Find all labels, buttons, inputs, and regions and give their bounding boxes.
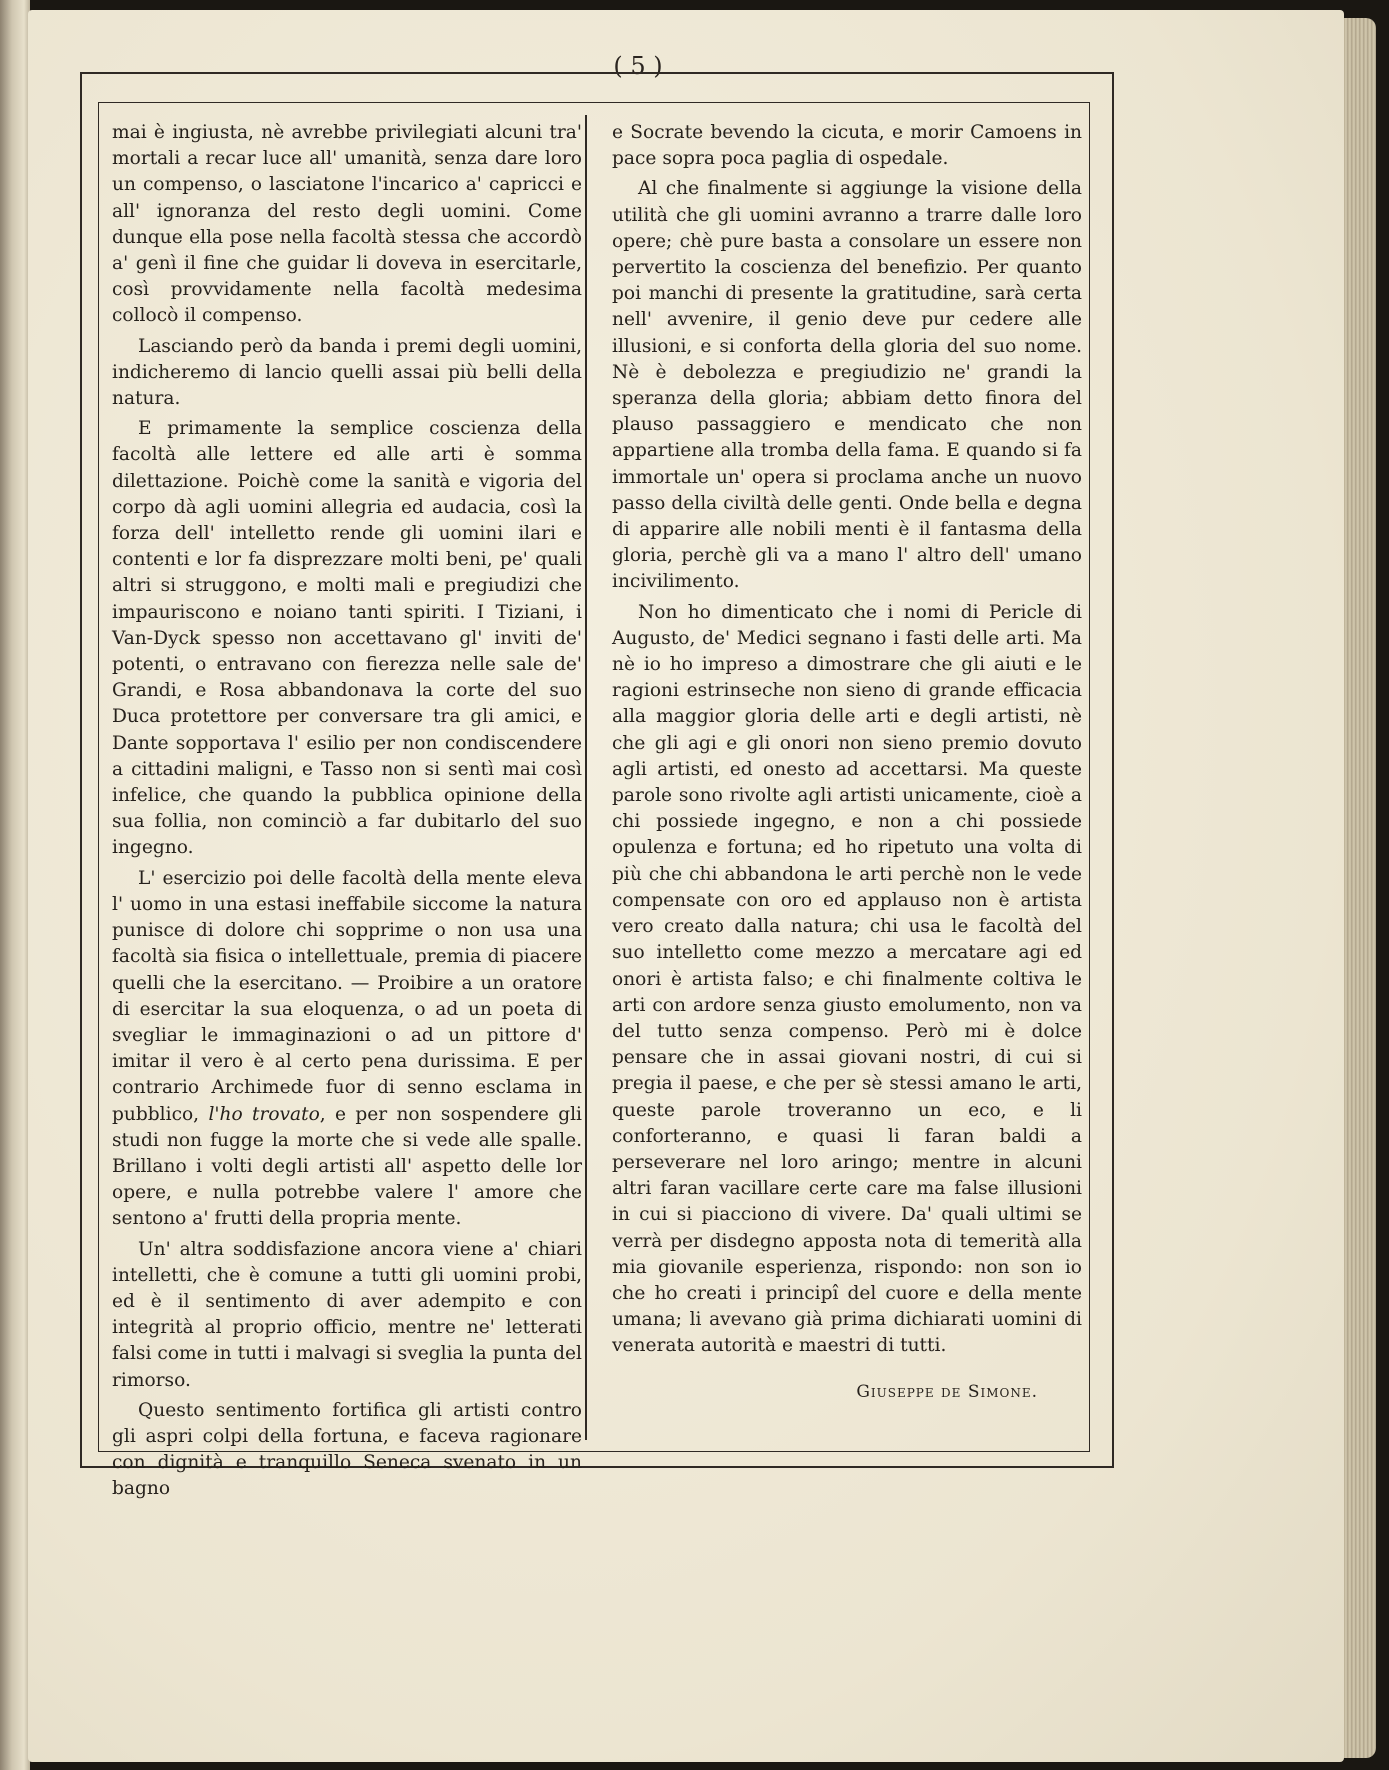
paragraph: Lasciando però da banda i premi degli uomini, indicheremo di lancio quelli assai più belli della natura.	[112, 335, 582, 410]
author-signature: Giuseppe de Simone.	[856, 1382, 1038, 1402]
paragraph: E primamente la semplice coscienza della facoltà alle lettere ed alle arti è somma dilettazione. Poichè come la sanità e vigoria del corpo dà agli uomini allegria ed audacia, così la forza dell' intelletto rende gli uomini ilari e contenti e lor fa disprezzare molti beni, pe' quali altri si struggono, e molti mali e pregiudizi che impauriscono e noiano tanti spiriti. I Tiziani, i Van-Dyck spesso non accettavano gl' inviti de' potenti, o entravano con fierezza nelle sale de' Grandi, e Rosa abbandonava la corte del suo Duca protettore per conversare tra gli amici, e Dante sopportava l' esilio per non condiscendere a cittadini maligni, e Tasso non si sentì mai così infelice, che quando la pubblica opinione della sua follia, non cominciò a far dubitarlo del suo ingegno.	[112, 418, 582, 859]
page-number: ( 5 )	[613, 52, 663, 80]
paragraph: e Socrate bevendo la cicuta, e morir Camoens in pace sopra poca paglia di ospedale.	[612, 122, 1082, 170]
right-text-column	[612, 120, 1082, 1364]
paragraph: Non ho dimenticato che i nomi di Pericle di Augusto, de' Medici segnano i fasti delle arti. Ma nè io ho impreso a dimostrare che gli aiuti e le ragioni estrinseche non sieno di grande efficacia alla maggior gloria delle arti e degli artisti, nè che gli agi e gli onori non sieno premio dovuto agli artisti, ed onesto ad accettarsi. Ma queste parole sono rivolte agli artisti unicamente, cioè a chi possiede ingegno, e non a chi possiede opulenza e fortuna; ed ho ripetuto una volta di più che chi abbandona le arti perchè non le vede compensate con oro ed applauso non è artista vero creato dalla natura; chi usa le facoltà del suo intelletto come mezzo a mercatare agi ed onori è artista falso; e chi finalmente coltiva le arti con ardore senza giusto emolumento, non va del tutto senza compenso. Però mi è dolce pensare che in assai giovani nostri, di cui si pregia il paese, e che per sè stessi amano le arti, queste parole troveranno un eco, e li conforteranno, e quasi li faran baldi a perseverare nel loro aringo; mentre in alcuni altri faran vacillare certe care ma false illusioni in cui si piacciono di vivere. Da' quali ultimi se verrà per disdegno apposta nota di temerità alla mia giovanile esperienza, rispondo: non son io che ho creati i principî del cuore e della mente umana; li avevano già prima dichiarati uomini di venerata autorità e maestri di tutti.	[612, 601, 1082, 1357]
italic-quote: l'ho trovato	[208, 1103, 320, 1125]
facing-page-edge	[0, 0, 30, 1770]
paragraph: Un' altra soddisfazione ancora viene a' chiari intelletti, che è comune a tutti gli uomini probi, ed è il sentimento di aver adempito e con integrità al proprio officio, mentre ne' letterati falsi come in tutti i malvagi si sveglia la punta del rimorso.	[112, 1238, 582, 1391]
paragraph: mai è ingiusta, nè avrebbe privilegiati alcuni tra' mortali a recar luce all' umanità, senza dare loro un compenso, o lasciatone l'incarico a' capricci e all' ignoranza del resto degli uomini. Come dunque ella pose nella facoltà stessa che accordò a' genì il fine che guidar li doveva in esercitarle, così provvidamente nella facoltà medesima collocò il compenso.	[112, 122, 582, 327]
left-text-column	[112, 120, 582, 1507]
paragraph: Questo sentimento fortifica gli artisti contro gli aspri colpi della fortuna, e faceva ragionare con dignità e tranquillo Seneca svenato in un bagno	[112, 1399, 582, 1500]
paragraph-text: , e per non sospendere gli studi non fugge la morte che si vede alle spalle. Brillano i volti degli artisti all' aspetto delle lor opere, e nulla potrebbe valere l' amore che sentono a' frutti della propria mente.	[112, 1103, 582, 1230]
paragraph	[112, 866, 582, 1233]
column-divider-rule	[585, 115, 587, 1440]
paragraph: Al che finalmente si aggiunge la visione della utilità che gli uomini avranno a trarre dalle loro opere; chè pure basta a consolare un essere non pervertito la coscienza del benefizio. Per quanto poi manchi di presente la gratitudine, sarà certa nell' avvenire, il genio deve pur cedere alle illusioni, e si conforta della gloria del suo nome. Nè è debolezza e pregiudizio ne' grandi la speranza della gloria; abbiam detto finora del plauso passaggiero e mendicato che non appartiene alla tromba della fama. E quando si fa immortale un' opera si proclama anche un nuovo passo della civiltà delle genti. Onde bella e degna di apparire alle nobili menti è il fantasma della gloria, perchè gli va a mano l' altro dell' umano incivilimento.	[612, 178, 1082, 593]
paragraph-text: L' esercizio poi delle facoltà della mente eleva l' uomo in una estasi ineffabile siccome la natura punisce di dolore chi sopprime o non usa una facoltà sia fisica o intellettuale, premia di piacere quelli che la esercitano. — Proibire a un oratore di esercitar la sua eloquenza, o ad un poeta di svegliar le immaginazioni o ad un pittore d' imitar il vero è al certo pena durissima. E per contrario Archimede fuor di senno esclama in pubblico,	[112, 867, 582, 1125]
